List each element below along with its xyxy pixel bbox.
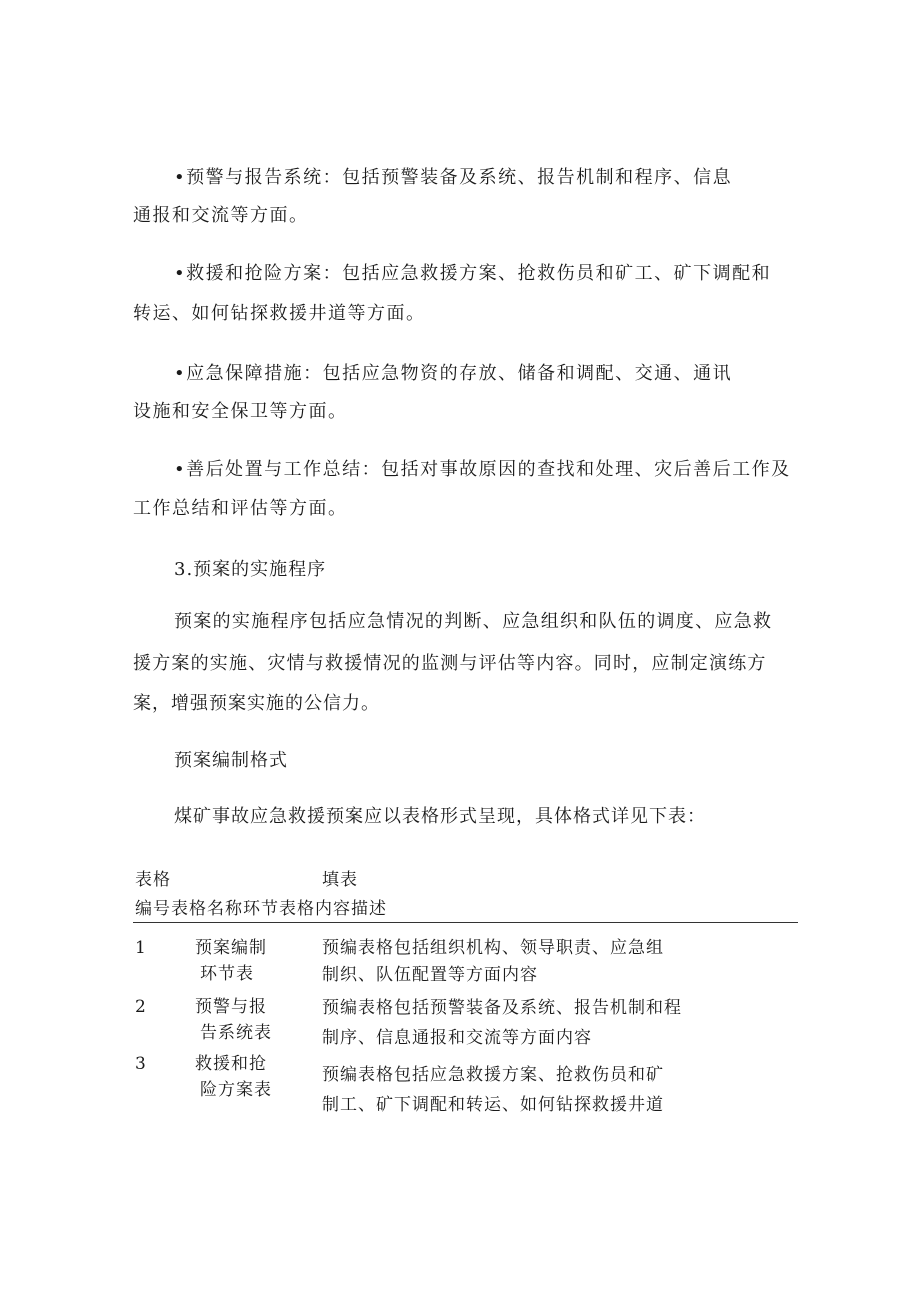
row-number: 3 bbox=[135, 1054, 147, 1074]
row-name-line1: 预案编制 bbox=[195, 938, 267, 958]
format-heading: 预案编制格式 bbox=[174, 750, 288, 771]
format-intro: 煤矿事故应急救援预案应以表格形式呈现，具体格式详见下表： bbox=[174, 806, 706, 827]
row-name-line1: 预警与报 bbox=[195, 997, 267, 1017]
row-desc-line1: 预编表格包括组织机构、领导职责、应急组 bbox=[322, 938, 664, 958]
row-name-line1: 救援和抢 bbox=[195, 1054, 267, 1074]
table-header-columns: 编号表格名称环节表格内容描述 bbox=[135, 899, 387, 919]
row-name-line2: 险方案表 bbox=[200, 1080, 272, 1100]
procedure-line3: 案，增强预案实施的公信力。 bbox=[133, 693, 380, 714]
table-header-label-fill: 填表 bbox=[322, 870, 358, 890]
bullet-warning-line1: •预警与报告系统：包括预警装备及系统、报告机制和程序、信息 bbox=[174, 167, 733, 188]
procedure-line1: 预案的实施程序包括应急情况的判断、应急组织和队伍的调度、应急救 bbox=[174, 611, 773, 632]
row-name-line2: 告系统表 bbox=[200, 1023, 272, 1043]
row-desc-line2: 制序、信息通报和交流等方面内容 bbox=[322, 1028, 592, 1048]
bullet-support-line1: •应急保障措施：包括应急物资的存放、储备和调配、交通、通讯 bbox=[174, 363, 733, 384]
bullet-aftermath-line2: 工作总结和评估等方面。 bbox=[133, 498, 348, 519]
row-desc-line1: 预编表格包括预警装备及系统、报告机制和程 bbox=[322, 998, 682, 1018]
procedure-line2: 援方案的实施、灾情与救援情况的监测与评估等内容。同时，应制定演练方 bbox=[133, 653, 767, 674]
table-header-label-table: 表格 bbox=[135, 870, 171, 890]
table-header-divider bbox=[133, 922, 798, 923]
bullet-rescue-line2: 转运、如何钻探救援井道等方面。 bbox=[133, 303, 426, 324]
bullet-rescue-line1: •救援和抢险方案：包括应急救援方案、抢救伤员和矿工、矿下调配和 bbox=[174, 263, 772, 284]
row-number: 2 bbox=[135, 997, 147, 1017]
bullet-support-line2: 设施和安全保卫等方面。 bbox=[133, 401, 348, 422]
bullet-warning-line2: 通报和交流等方面。 bbox=[133, 205, 309, 226]
bullet-aftermath-line1: •善后处置与工作总结：包括对事故原因的查找和处理、灾后善后工作及 bbox=[174, 459, 791, 480]
row-desc-line2: 制织、队伍配置等方面内容 bbox=[322, 965, 538, 985]
row-name-line2: 环节表 bbox=[200, 964, 254, 984]
row-desc-line2: 制工、矿下调配和转运、如何钻探救援井道 bbox=[322, 1095, 664, 1115]
row-number: 1 bbox=[135, 938, 147, 958]
row-desc-line1: 预编表格包括应急救援方案、抢救伤员和矿 bbox=[322, 1065, 664, 1085]
section-heading: 3.预案的实施程序 bbox=[174, 559, 327, 580]
